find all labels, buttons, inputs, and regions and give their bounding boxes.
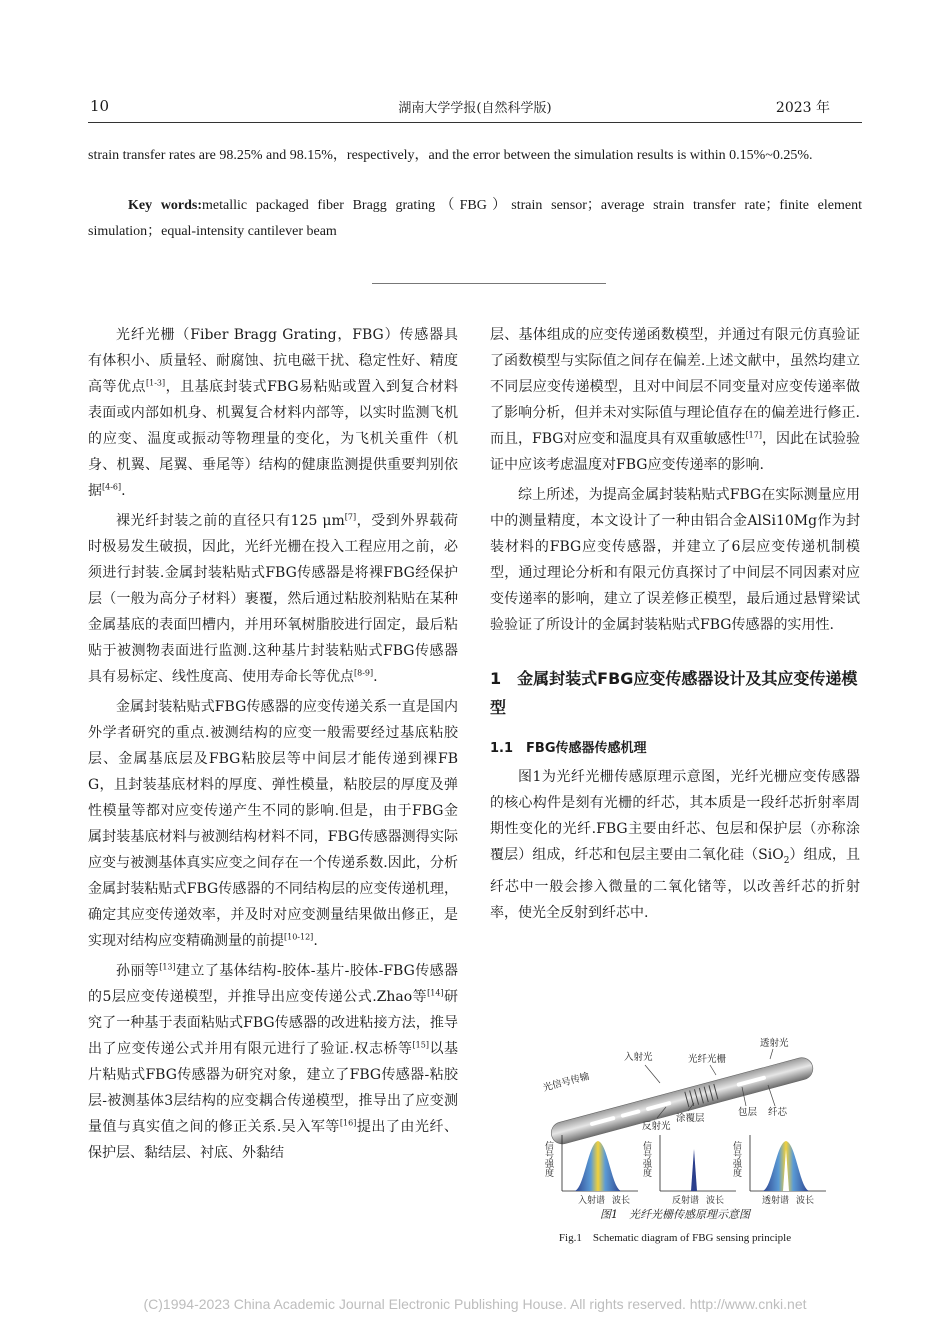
header-rule — [88, 122, 862, 123]
citation: [17] — [745, 430, 762, 440]
figure-caption-en: Fig.1 Schematic diagram of FBG sensing principle — [558, 1232, 792, 1244]
section-heading-1: 1 金属封装式FBG应变传感器设计及其应变传递模型 — [490, 669, 858, 717]
transmitted-spectrum-panel — [731, 1135, 826, 1205]
label-wavelength: 波长 — [706, 1196, 725, 1205]
keywords-text: metallic packaged fiber Bragg grating（FBG）strain sensor；average strain transfer rate；finite element simulation；equal-intensity cantilever beam — [88, 198, 862, 239]
citation: [14] — [427, 988, 444, 998]
paragraph-4: 孙丽等[13]建立了基体结构-胶体-基片-胶体-FBG传感器的5层应变传递模型，并推导出应变传递公式.Zhao等[14]研究了一种基于表面粘贴式FBG传感器的改进粘接方法，推导出了应变传递公式并用有限元进行了验证.权志桥等[15]以基片粘贴式FBG传感器为研究对象，建立了FBG传感器-粘胶层-被测基体3层结构的应变耦合传递模型，推导出了应变测量值与真实值之间的修正关系.吴入军等[16]提出了由光纤、保护层、黏结层、衬底、外黏结 — [88, 962, 459, 1161]
citation: [16] — [339, 1118, 357, 1128]
label-incident-spectrum: 入射谱 — [578, 1196, 606, 1205]
citation: [13] — [159, 962, 176, 972]
label-fbg: 光纤光栅 — [688, 1054, 727, 1065]
subsection-heading-1-1: 1.1 FBG传感器传感机理 — [490, 741, 647, 756]
incident-spectrum-curve — [574, 1141, 622, 1191]
paragraph-5: 综上所述，为提高金属封装粘贴式FBG在实际测量应用中的测量精度，本文设计了一种由铝合金AlSi10Mg作为封装材料的FBG应变传感器，并建立了6层应变传递机制模型，通过理论分析和有限元仿真探讨了中间层不同因素对应变传递率的影响，建立了误差修正模型，最后通过悬臂梁试验验证了所设计的金属封装粘贴式FBG传感器的实用性. — [490, 487, 860, 633]
figure-caption-zh: 图1 光纤光栅传感原理示意图 — [600, 1208, 750, 1221]
y-axis-label: 信号强度 — [543, 1141, 553, 1177]
y-axis-label: 信号强度 — [641, 1141, 651, 1177]
abstract-continuation: strain transfer rates are 98.25% and 98.15%，respectively，and the error between the simulation results is within 0.15%~0.25%. — [88, 148, 813, 163]
journal-title: 湖南大学学报(自然科学版) — [398, 101, 552, 116]
paragraph-1: 光纤光栅（Fiber Bragg Grating，FBG）传感器具有体积小、质量轻、耐腐蚀、抗电磁干扰、稳定性好、精度高等优点[1-3]，且基底封装式FBG易粘贴或置入到复合材料表面或内部如机身、机翼复合材料内部等，以实时监测飞机的应变、温度或振动等物理量的变化，为飞机关重件（机身、机翼、尾翼、垂尾等）结构的健康监测提供重要判别依据[4-6]. — [88, 327, 459, 499]
fbg-principle-figure — [528, 1025, 830, 1205]
copyright-footer: (C)1994-2023 China Academic Journal Electronic Publishing House. All rights reserved. http://www.cnki.net — [143, 1296, 807, 1312]
separator-rule — [372, 283, 606, 284]
paragraph-2: 裸光纤封装之前的直径只有125 μm[7]，受到外界载荷时极易发生破损，因此，光纤光栅在投入工程应用之前，必须进行封装.金属封装粘贴式FBG传感器是将裸FBG经保护层（一般为高分子材料）裹覆，然后通过粘胶剂粘贴在某种金属基底的表面凹槽内，并用环氧树脂胶进行固定，最后粘贴于被测物表面进行监测.这种基片封装粘贴式FBG传感器具有易标定、线性度高、使用寿命长等优点[8-9]. — [88, 512, 459, 685]
label-coating: 涂覆层 — [676, 1113, 705, 1124]
paragraph-4-continued: 层、基体组成的应变传递函数模型，并通过有限元仿真验证了函数模型与实际值之间存在偏差.上述文献中，虽然均建立不同层应变传递模型，且对中间层不同变量对应变传递率做了影响分析，但并未对实际值与理论值存在的偏差进行修正.而且，FBG对应变和温度具有双重敏感性[17]，因此在试验验证中应该考虑温度对FBG应变传递率的影响. — [490, 327, 861, 473]
label-wavelength: 波长 — [612, 1196, 631, 1205]
y-axis-label: 信号强度 — [731, 1141, 741, 1177]
label-core: 纤芯 — [768, 1107, 788, 1118]
label-reflected-spectrum: 反射谱 — [672, 1196, 700, 1205]
citation: [15] — [412, 1040, 429, 1050]
page-number: 10 — [90, 97, 110, 115]
label-cladding: 包层 — [738, 1107, 758, 1118]
right-column — [490, 322, 860, 926]
optical-fiber — [549, 1055, 815, 1146]
citation: [7] — [344, 512, 357, 522]
incident-spectrum-panel — [543, 1135, 638, 1205]
label-transmitted-spectrum: 透射谱 — [762, 1196, 790, 1205]
label-incident-light: 入射光 — [624, 1052, 653, 1063]
header-year: 2023 年 — [775, 100, 830, 116]
citation: [1-3] — [146, 378, 166, 388]
label-wavelength: 波长 — [796, 1196, 815, 1205]
keywords — [88, 193, 862, 245]
citation: [8-9] — [354, 668, 374, 678]
paragraph-6: 图1为光纤光栅传感原理示意图，光纤光栅应变传感器的核心构件是刻有光栅的纤芯，其本质是一段纤芯折射率周期性变化的光纤.FBG主要由纤芯、包层和保护层（亦称涂覆层）组成，纤芯和包层主要由二氧化硅（SiO$_2$）组成，且纤芯中一般会掺入微量的二氧化锗等，以改善纤芯的折射率，使光全反射到纤芯中. — [490, 769, 861, 921]
paragraph-3: 金属封装粘贴式FBG传感器的应变传递关系一直是国内外学者研究的重点.被测结构的应变一般需要经过基底粘胶层、金属基底层及FBG粘胶层等中间层才能传递到裸FBG，且封装基底材料的厚度、弹性模量，粘胶层的厚度及弹性模量等都对应变传递产生不同的影响.但是，由于FBG金属封装基底材料与被测结构材料不同，FBG传感器测得实际应变与被测基体真实应变之间存在一个传递系数.因此，分析金属封装粘贴式FBG传感器的不同结构层的应变传递机理，确定其应变传递效率，并及时对应变测量结果做出修正，是实现对结构应变精确测量的前提[10-12]. — [88, 699, 458, 949]
reflected-spectrum-panel — [641, 1135, 736, 1205]
label-reflected-light: 反射光 — [642, 1121, 671, 1132]
citation: [4-6] — [102, 482, 122, 492]
reflected-spectrum-curve — [691, 1149, 697, 1191]
label-signal-transmission: 光信号传输 — [541, 1070, 591, 1094]
label-transmitted-light: 透射光 — [760, 1038, 789, 1049]
keywords-label: Key words: — [128, 198, 203, 213]
left-column — [88, 322, 458, 1166]
citation: [10-12] — [284, 932, 314, 942]
